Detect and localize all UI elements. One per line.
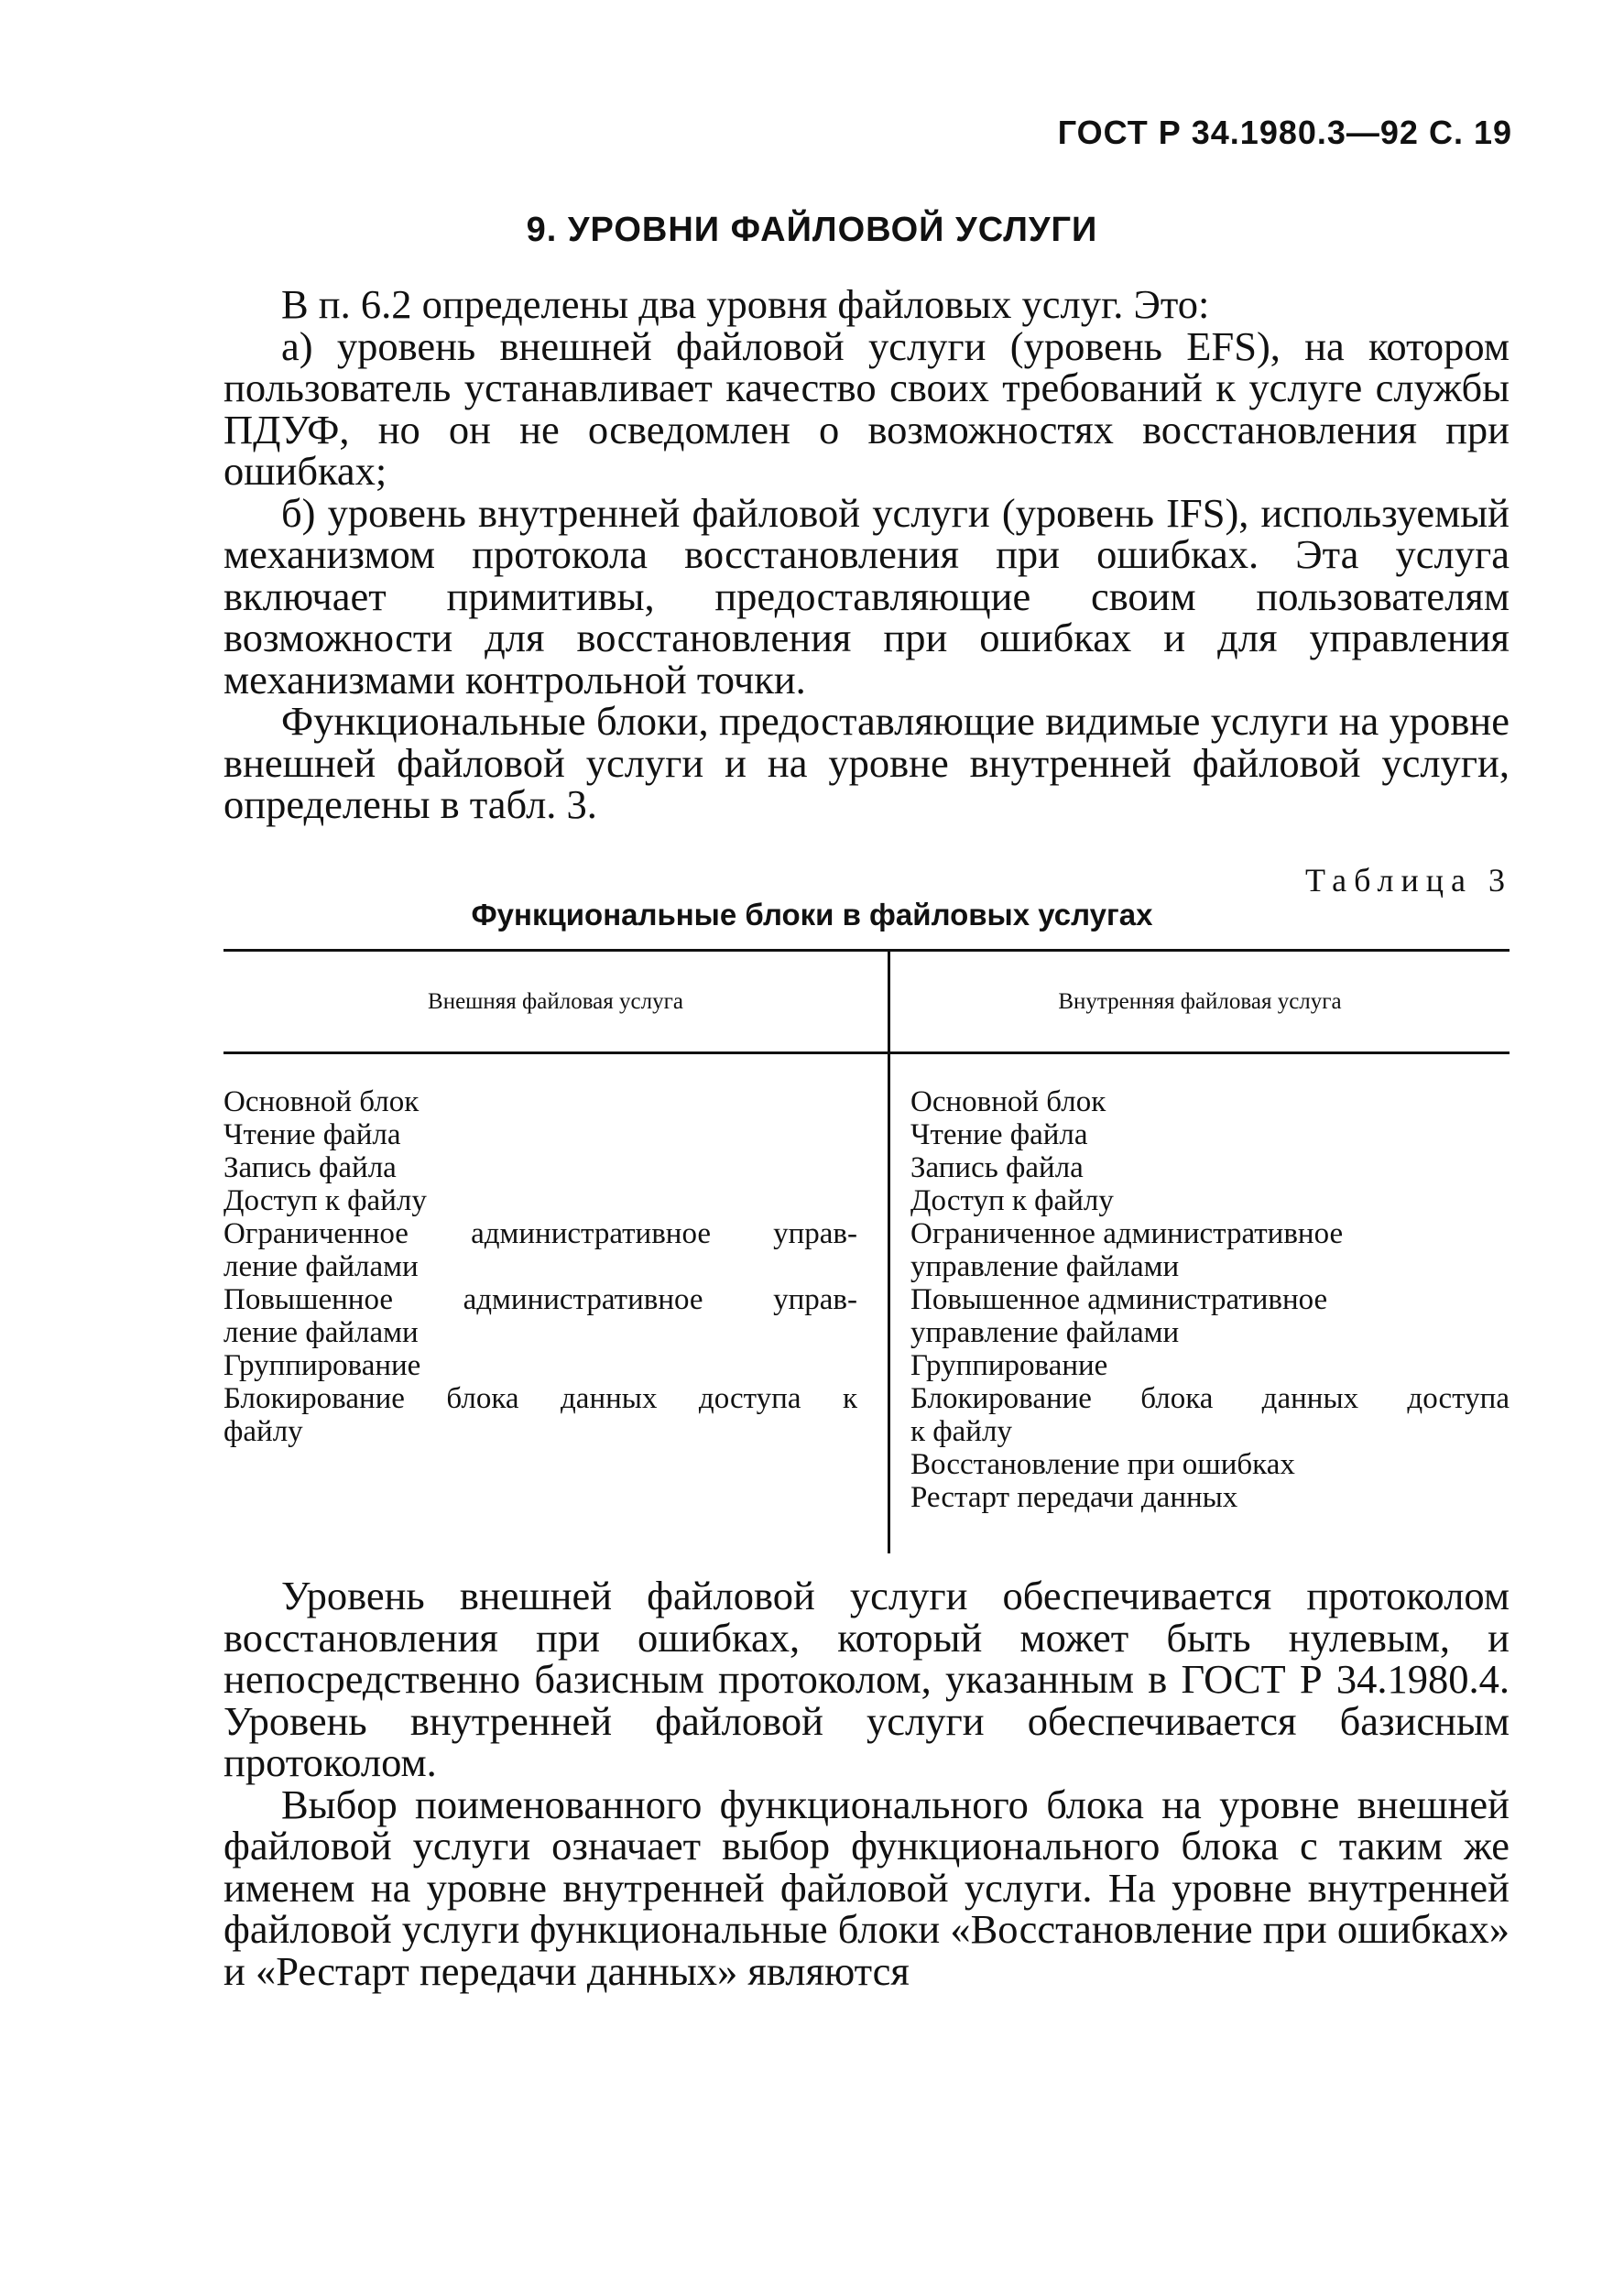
list-item: ление файлами [223, 1316, 419, 1349]
list-item: файлу [223, 1415, 303, 1448]
list-item: Чтение файла [910, 1118, 1088, 1151]
closing-paragraph: Уровень внешней файловой услуги обеспечивается протоколом восстановления при ошибках, который может быть нулевым, и непосредственно базисным протоколом, указанным в ГОСТ Р 34.1980.4. Уровень внутренней файловой услуги обеспечивается базисным протоколом. [223, 1573, 1510, 1785]
list-item: Блокирование блока данных доступа [910, 1382, 1510, 1415]
list-item: Основной блок [223, 1085, 420, 1118]
list-item: Доступ к файлу [223, 1184, 427, 1217]
table-header-rule [223, 1051, 1510, 1054]
list-item: Повышенное административное управ- [223, 1283, 857, 1316]
list-item: Блокирование блока данных доступа к [223, 1382, 857, 1415]
list-item: управление файлами [910, 1250, 1180, 1283]
closing-paragraph: Выбор поименованного функционального блока на уровне внешней файловой услуги означает выбор функционального блока с таким же именем на уровне внутренней файловой услуги. На уровне внутренней файловой услуги функциональные блоки «Восстановление при ошибках» и «Рестарт передачи данных» являются [223, 1781, 1510, 1994]
list-item: Запись файла [223, 1151, 397, 1184]
internal-blocks-list [910, 1085, 1510, 1514]
intro-paragraph: а) уровень внешней файловой услуги (уровень EFS), на котором пользователь устанавливает качество своих требований к услуге службы ПДУФ, но он не осведомлен о возможностях восстановления при ошибках; [223, 322, 1510, 494]
list-item: Восстановление при ошибках [910, 1448, 1295, 1481]
list-item: Чтение файла [223, 1118, 401, 1151]
table-top-rule [223, 949, 1510, 952]
intro-text [223, 281, 1510, 827]
list-item: ление файлами [223, 1250, 419, 1283]
list-item: Основной блок [910, 1085, 1106, 1118]
intro-paragraph: В п. 6.2 определены два уровня файловых услуг. Это: [281, 281, 1210, 327]
list-item: Запись файла [910, 1151, 1084, 1184]
intro-paragraph: Функциональные блоки, предоставляющие видимые услуги на уровне внешней файловой услуги и на уровне внутренней файловой услуги, определены в табл. 3. [223, 698, 1510, 827]
list-item: Повышенное административное [910, 1283, 1328, 1316]
section-title: 9. УРОВНИ ФАЙЛОВОЙ УСЛУГИ [526, 211, 1098, 249]
table-column-divider [888, 949, 890, 1553]
list-item: Группирование [223, 1349, 421, 1382]
table-title: Функциональные блоки в файловых услугах [471, 898, 1153, 932]
list-item: Рестарт передачи данных [910, 1481, 1238, 1514]
external-blocks-list [223, 1085, 857, 1448]
list-item: Доступ к файлу [910, 1184, 1114, 1217]
list-item: Группирование [910, 1349, 1108, 1382]
list-item: Ограниченное административное [910, 1217, 1344, 1250]
list-item: к файлу [910, 1415, 1012, 1448]
page-header: ГОСТ Р 34.1980.3—92 С. 19 [1057, 114, 1512, 151]
column-header-external: Внешняя файловая услуга [428, 989, 683, 1014]
intro-paragraph: б) уровень внутренней файловой услуги (уровень IFS), используемый механизмом протокола восстановления при ошибках. Эта услуга включает примитивы, предоставляющие своим пользователям возможности для восстановления при ошибках и для управления механизмами контрольной точки. [223, 489, 1510, 703]
list-item: управление файлами [910, 1316, 1180, 1349]
closing-text [223, 1575, 1510, 1992]
list-item: Ограниченное административное управ- [223, 1217, 857, 1250]
column-header-internal: Внутренняя файловая услуга [1058, 989, 1342, 1014]
table-label: Таблица 3 [1305, 862, 1512, 899]
